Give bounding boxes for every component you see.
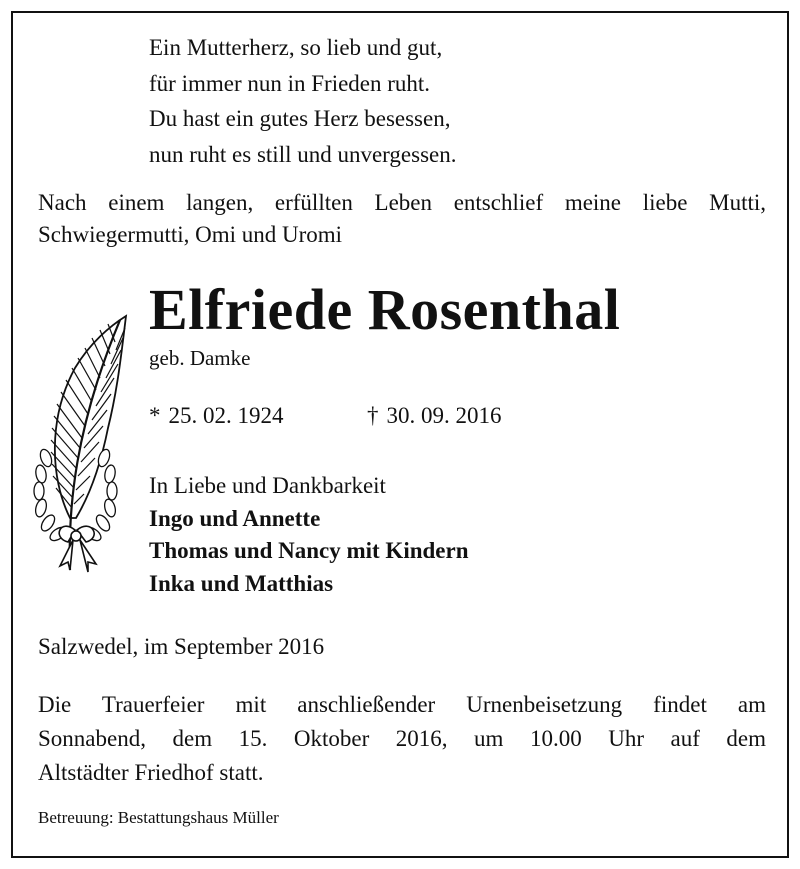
death-cross-icon: †: [367, 403, 379, 428]
mourners-intro: In Liebe und Dankbarkeit: [149, 473, 386, 498]
mourners: [149, 470, 469, 600]
poem: [149, 30, 457, 172]
deceased-name: Elfriede Rosenthal: [149, 277, 621, 342]
service-line: Sonnabend, dem 15. Oktober 2016, um 10.00 Uhr auf dem: [38, 726, 766, 751]
poem-line: für immer nun in Frieden ruht.: [149, 70, 431, 96]
intro-text: Nach einem langen, erfüllten Leben entschlief meine liebe Mutti, Schwiegermutti, Omi und Uromi: [38, 190, 766, 247]
service-line: Die Trauerfeier mit anschließender Urnenbeisetzung findet am: [38, 692, 766, 717]
poem-line: Ein Mutterherz, so lieb und gut,: [149, 35, 443, 60]
poem-line: nun ruht es still und unvergessen.: [149, 141, 457, 167]
feather-wreath-icon: [30, 308, 134, 576]
birth-date-line: [149, 401, 284, 431]
death-date: 30. 09. 2016: [386, 403, 502, 428]
service-info: [38, 688, 766, 790]
place-date: Salzwedel, im September 2016: [38, 634, 325, 659]
mourner-name: Ingo und Annette: [149, 505, 321, 531]
birth-symbol: *: [149, 403, 161, 428]
birth-date: 25. 02. 1924: [168, 403, 284, 428]
maiden-name: geb. Damke: [149, 346, 251, 370]
service-line: Altstädter Friedhof statt.: [38, 760, 264, 785]
funeral-home-credit: Betreuung: Bestattungshaus Müller: [38, 808, 279, 827]
death-date-line: [367, 401, 502, 431]
mourner-name: Inka und Matthias: [149, 570, 334, 596]
mourner-name: Thomas und Nancy mit Kindern: [149, 538, 469, 563]
poem-line: Du hast ein gutes Herz besessen,: [149, 106, 451, 131]
